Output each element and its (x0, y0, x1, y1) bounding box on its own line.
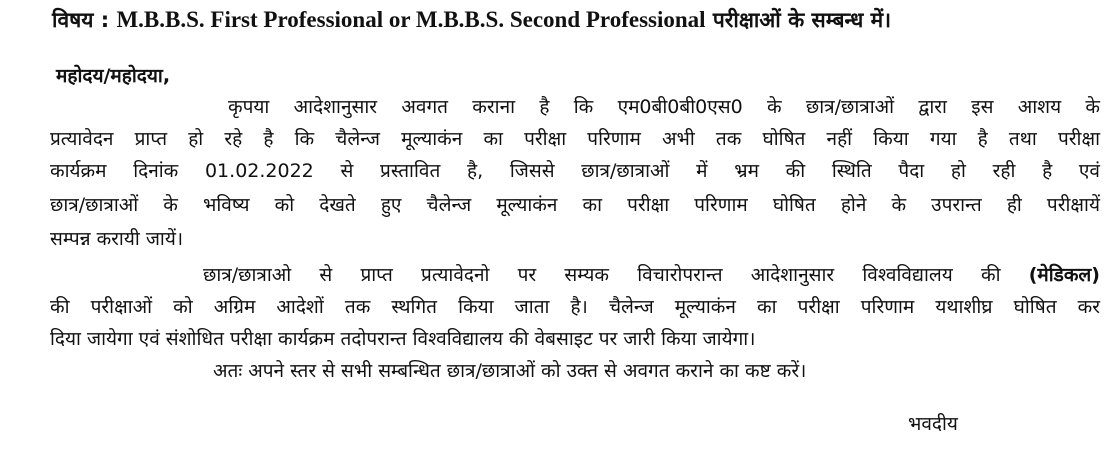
subject-label: विषय : (52, 8, 110, 32)
paragraph2-first-line (203, 262, 1100, 288)
paragraph2-line: दिया जायेगा एवं संशोधित परीक्षा कार्यक्रम तदोपरान्त विश्वविद्यालय की वेबसाइट पर जारी किया जायेगा। (50, 328, 756, 350)
paragraph1-line: प्रत्यावेदन प्राप्त हो रहे है कि चैलेन्ज मूल्याकंन का परीक्षा परिणाम अभी तक घोषित नहीं किया गया है तथा परीक्षा (50, 128, 1100, 150)
paragraph3: अतः अपने स्तर से सभी सम्बन्धित छात्र/छात्राओं को उक्त से अवगत कराने का कष्ट करें। (213, 360, 807, 382)
paragraph1-line: छात्र/छात्राओं के भविष्य को देखते हुए चैलेन्ज मूल्याकंन का परीक्षा परिणाम घोषित होने के उपरान्त ही परीक्षायें (50, 194, 1100, 216)
paragraph2-medical-bold: (मेडिकल) (1028, 264, 1100, 286)
subject-hindi-text: परीक्षाओं के सम्बन्ध में। (712, 8, 892, 32)
subject-course-name: M.B.B.S. First Professional or M.B.B.S. Second Professional (116, 7, 706, 32)
paragraph2-line: की परीक्षाओं को अग्रिम आदेशों तक स्थगित किया जाता है। चैलेन्ज मूल्याकंन का परीक्षा परिणाम यथाशीघ्र घोषित कर (50, 296, 1100, 318)
paragraph2-line-text: छात्र/छात्राओ से प्राप्त प्रत्यावेदनो पर सम्यक विचारोपरान्त आदेशानुसार विश्वविद्यालय की (203, 264, 1001, 286)
paragraph1-line: कार्यक्रम दिनांक 01.02.2022 से प्रस्तावित है, जिससे छात्र/छात्राओं में भ्रम की स्थिति पैदा हो रही है एवं (50, 160, 1100, 182)
subject-line (52, 6, 1102, 34)
paragraph1-line: सम्पन्न करायी जायें। (50, 228, 184, 250)
paragraph1-line: कृपया आदेशानुसार अवगत कराना है कि एम0बी0बी0एस0 के छात्र/छात्राओं द्वारा इस आशय के (228, 96, 1100, 118)
salutation: महोदय/महोदया, (56, 65, 171, 87)
signoff: भवदीय (908, 413, 958, 435)
